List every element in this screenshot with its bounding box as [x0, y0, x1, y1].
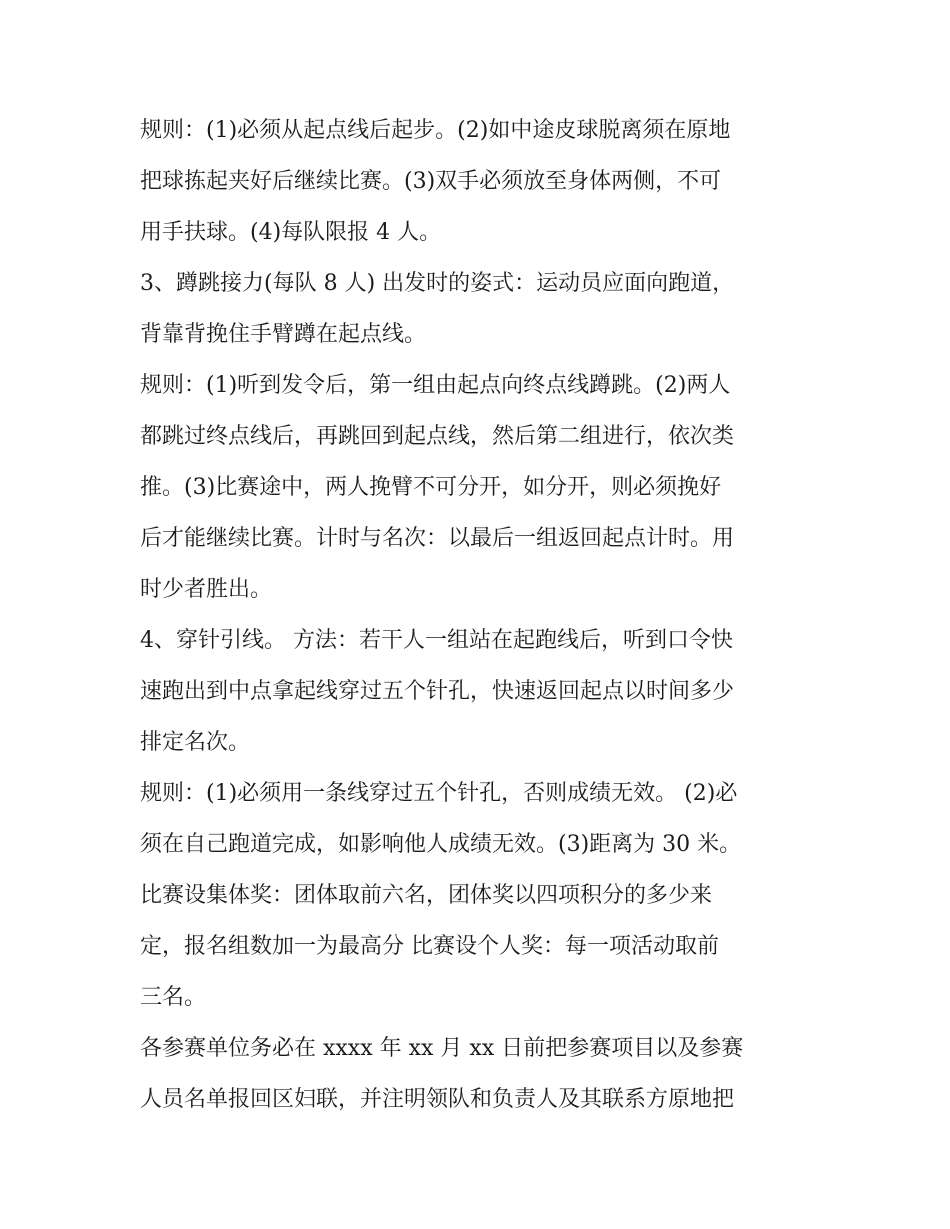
text-line: 规则：(1)必须从起点线后起步。(2)如中途皮球脱离须在原地 [140, 118, 731, 143]
document-body [140, 105, 820, 1125]
text-line: 用手扶球。(4)每队限报 4 人。 [140, 220, 442, 245]
text-line: 须在自己跑道完成，如影响他人成绩无效。(3)距离为 30 米。 [140, 832, 742, 857]
text-line: 背靠背挽住手臂蹲在起点线。 [140, 322, 427, 347]
text-line: 时少者胜出。 [140, 577, 273, 602]
text-line: 后才能继续比赛。计时与名次：以最后一组返回起点计时。用 [140, 526, 735, 551]
text-line: 4、穿针引线。 方法：若干人一组站在起跑线后，听到口令快 [140, 628, 733, 653]
text-line: 推。(3)比赛途中，两人挽臂不可分开，如分开，则必须挽好 [140, 475, 722, 500]
text-line: 规则：(1)必须用一条线穿过五个针孔，否则成绩无效。 (2)必 [140, 781, 738, 806]
text-line: 人员名单报回区妇联，并注明领队和负责人及其联系方原地把 [140, 1087, 735, 1112]
text-line: 都跳过终点线后，再跳回到起点线，然后第二组进行，依次类 [140, 424, 735, 449]
text-line: 速跑出到中点拿起线穿过五个针孔，快速返回起点以时间多少 [140, 679, 735, 704]
text-line: 3、蹲跳接力(每队 8 人) 出发时的姿式：运动员应面向跑道， [140, 271, 735, 296]
text-line: 比赛设集体奖：团体取前六名，团体奖以四项积分的多少来 [140, 883, 713, 908]
text-line: 规则：(1)听到发令后，第一组由起点向终点线蹲跳。(2)两人 [140, 373, 731, 398]
text-line: 各参赛单位务必在 xxxx 年 xx 月 xx 日前把参赛项目以及参赛 [140, 1036, 744, 1061]
text-line: 三名。 [140, 985, 207, 1010]
text-line: 排定名次。 [140, 730, 251, 755]
text-line: 定，报名组数加一为最高分 比赛设个人奖：每一项活动取前 [140, 934, 719, 959]
text-line: 把球拣起夹好后继续比赛。(3)双手必须放至身体两侧，不可 [140, 169, 722, 194]
